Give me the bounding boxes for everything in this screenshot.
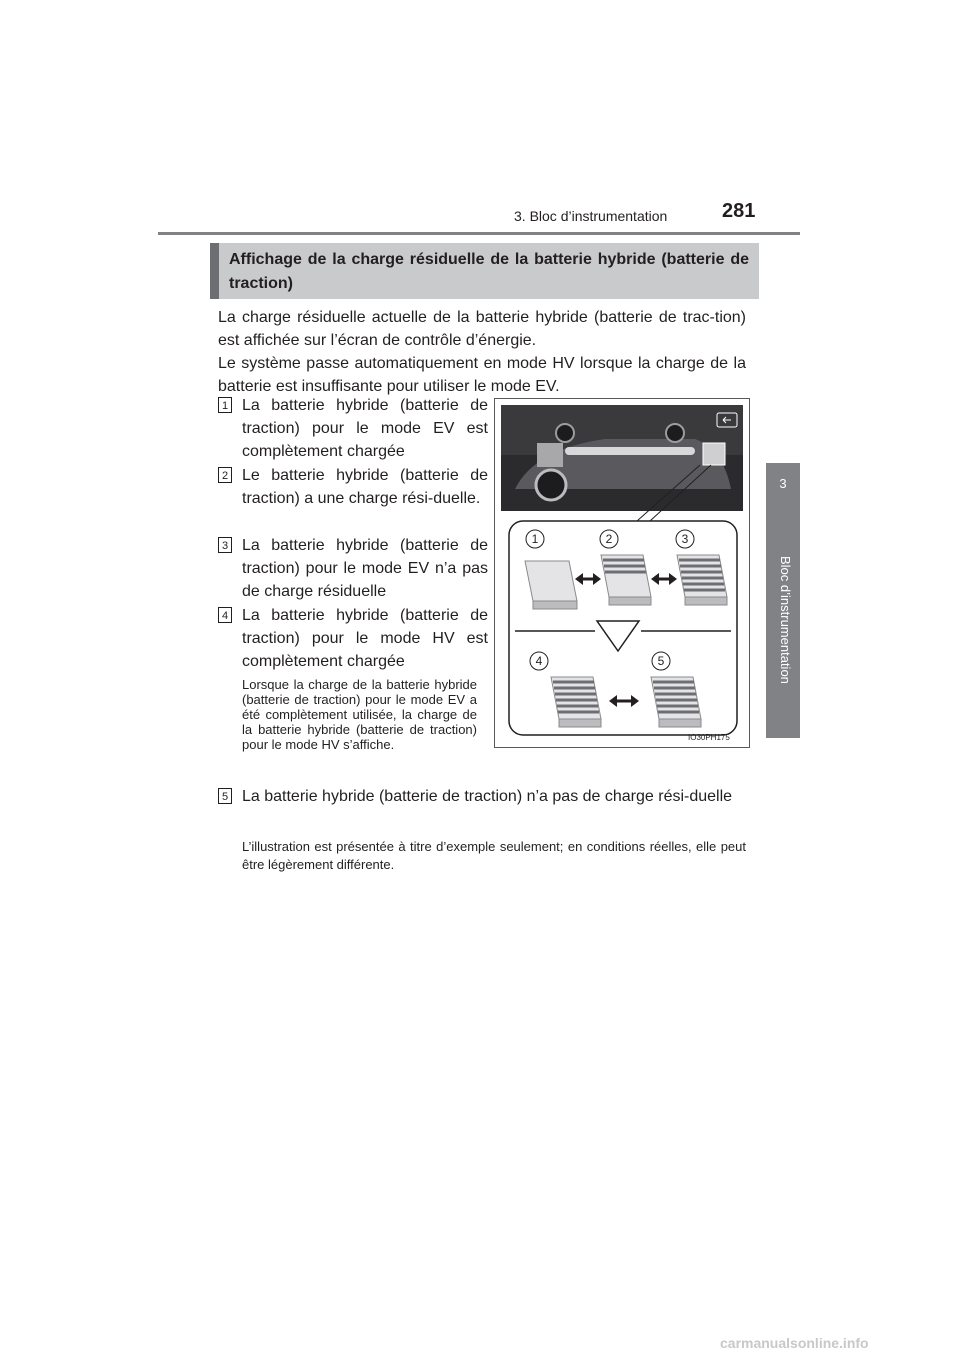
running-header: 3. Bloc d’instrumentation: [514, 208, 668, 224]
callout-number: 4: [535, 654, 543, 668]
battery-full-cells-icon: [677, 555, 727, 605]
item-marker: 1: [218, 397, 232, 413]
intro-paragraph-1: La charge résiduelle actuelle de la batterie hybride (batterie de trac-tion) est affichée sur l’écran de contrôle d’énergie.: [218, 309, 746, 349]
battery-charge-illustration: [494, 398, 750, 748]
callout-number: 3: [681, 532, 689, 546]
item-marker: 5: [218, 788, 232, 804]
item-text: La batterie hybride (batterie de traction) pour le mode EV n’a pas de charge résiduelle: [242, 537, 488, 600]
item-text: La batterie hybride (batterie de traction) pour le mode HV est complètement chargée: [242, 607, 488, 670]
callout-number: 5: [657, 654, 665, 668]
item-note: Lorsque la charge de la batterie hybride (batterie de traction) pour le mode EV a été complètement utilisée, la charge de la batterie hybride (batterie de traction) pour le mode HV s’affiche.: [242, 677, 477, 752]
item-text: La batterie hybride (batterie de traction) n’a pas de charge rési-duelle: [242, 788, 733, 805]
callout-number: 1: [531, 532, 539, 546]
item-marker: 2: [218, 467, 232, 483]
chapter-label: Bloc d’instrumentation: [778, 556, 793, 684]
battery-hv-full-cells-icon: [551, 677, 601, 727]
battery-icon: [703, 443, 725, 465]
item-text: La batterie hybride (batterie de traction) pour le mode EV est complètement chargée: [242, 397, 488, 460]
chapter-number: 3: [779, 476, 787, 491]
battery-empty-cells-icon: [525, 561, 577, 609]
battery-partial-cells-icon: [601, 555, 651, 605]
wheel-icon: [536, 470, 566, 500]
item-note: L’illustration est présentée à titre d’exemple seulement; en conditions réelles, elle peut être légèrement différente.: [242, 839, 746, 872]
item-text: Le batterie hybride (batterie de traction) a une charge rési-duelle.: [242, 467, 488, 507]
illustration-svg: [495, 399, 749, 747]
callout-number: 2: [605, 532, 613, 546]
chapter-side-tab: [766, 463, 800, 738]
wheel-icon: [666, 424, 684, 442]
item-marker: 3: [218, 537, 232, 553]
intro-paragraph-2: Le système passe automatiquement en mode HV lorsque la charge de la batterie est insuffisante pour utiliser le mode EV.: [218, 355, 746, 395]
engine-icon: [537, 443, 563, 467]
power-flow-bar: [565, 447, 695, 455]
watermark: carmanualsonline.info: [720, 1335, 869, 1351]
item-marker: 4: [218, 607, 232, 623]
header-rule: [158, 232, 800, 235]
wheel-icon: [556, 424, 574, 442]
battery-hv-empty-cells-icon: [651, 677, 701, 727]
section-title: Affichage de la charge résiduelle de la batterie hybride (batterie de traction): [210, 243, 759, 299]
page-number: 281: [722, 200, 756, 222]
figure-code: IO30PH175: [688, 733, 730, 742]
